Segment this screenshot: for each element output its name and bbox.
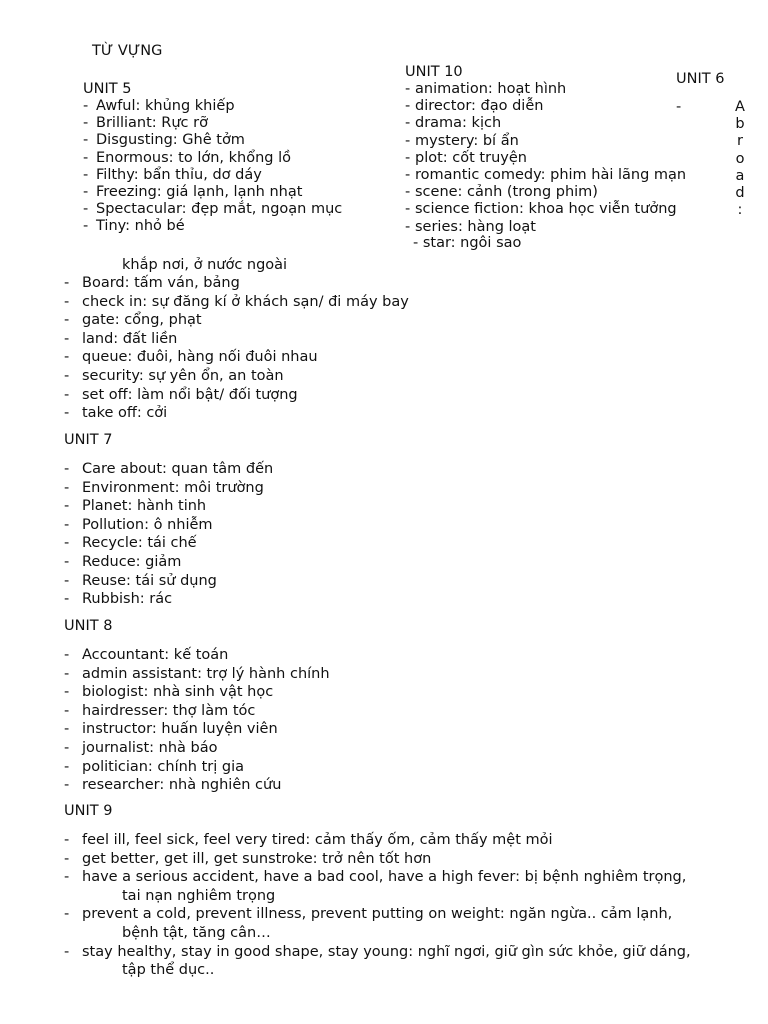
list-dash: - — [64, 777, 70, 794]
list-dash: - — [64, 498, 70, 515]
unit10-heading: UNIT 10 — [405, 64, 463, 80]
list-dash: - — [64, 591, 70, 608]
list-dash: - — [64, 293, 70, 310]
list-dash: - — [64, 535, 70, 552]
vocab-item-text: biologist: nhà sinh vật học — [82, 684, 274, 701]
list-dash: - — [405, 201, 411, 218]
list-dash: - — [83, 149, 89, 166]
vocab-item-text: admin assistant: trợ lý hành chính — [82, 665, 330, 682]
vertical-letter: A — [735, 99, 745, 115]
unit6-continuation: khắp nơi, ở nước ngoài — [122, 257, 288, 273]
vocab-item-text: Pollution: ô nhiễm — [82, 516, 213, 533]
vocab-item-text: feel ill, feel sick, feel very tired: cảm thấy ốm, cảm thấy mệt mỏi — [82, 832, 553, 848]
vertical-letter: : — [737, 202, 743, 219]
vertical-letter: a — [735, 167, 745, 184]
list-dash: - — [83, 115, 89, 132]
vocab-item-text: Filthy: bẩn thỉu, dơ dáy — [96, 166, 262, 183]
unit9-heading: UNIT 9 — [64, 803, 113, 819]
list-dash: - — [64, 516, 70, 533]
vocab-item-text: Board: tấm ván, bảng — [82, 275, 240, 291]
list-dash: - — [405, 115, 411, 132]
list-dash: - — [64, 850, 70, 867]
vocab-item-text: Disgusting: Ghê tởm — [96, 132, 245, 149]
list-dash: - — [64, 739, 70, 756]
vocab-item-text: hairdresser: thợ làm tóc — [82, 702, 256, 719]
vocab-item-text: Enormous: to lớn, khổng lồ — [96, 149, 291, 166]
unit10-extra-item: - star: ngôi sao — [413, 235, 522, 251]
unit8-heading: UNIT 8 — [64, 618, 113, 634]
vocab-item-text: Rubbish: rác — [82, 591, 173, 608]
vocab-item-text: director: đạo diễn — [415, 98, 544, 115]
list-dash: - — [405, 166, 411, 183]
vertical-letter: d — [735, 184, 745, 201]
vocab-item-text: get better, get ill, get sunstroke: trở nên tốt hơn — [82, 850, 432, 867]
list-dash: - — [64, 405, 70, 422]
vocab-item-text: scene: cảnh (trong phim) — [415, 184, 598, 201]
unit6-heading: UNIT 6 — [676, 71, 725, 87]
vocab-item-text: instructor: huấn luyện viên — [82, 721, 278, 738]
list-dash: - — [64, 943, 70, 960]
list-dash: - — [405, 184, 411, 201]
vocab-item-text: politician: chính trị gia — [82, 758, 244, 775]
vocab-item-text: Accountant: kế toán — [82, 647, 229, 663]
vocab-item-text: science fiction: khoa học viễn tưởng — [415, 201, 677, 218]
list-dash: - — [64, 461, 70, 477]
vocab-item-text: prevent a cold, prevent illness, prevent putting on weight: ngăn ngừa.. cảm lạnh, — [82, 906, 673, 923]
list-dash: - — [64, 349, 70, 366]
list-dash: - — [64, 275, 70, 291]
list-dash: - — [405, 81, 411, 97]
vocab-item-text: set off: làm nổi bật/ đối tượng — [82, 386, 298, 403]
vocab-item-text: Reuse: tái sử dụng — [82, 572, 217, 589]
unit6-vertical-word — [733, 99, 747, 219]
list-dash: - — [64, 758, 70, 775]
unit5-heading: UNIT 5 — [83, 81, 132, 97]
vocab-item-continuation-text: bệnh tật, tăng cân… — [122, 924, 271, 941]
list-dash: - — [64, 330, 70, 347]
vocab-item-text: Reduce: giảm — [82, 553, 182, 570]
list-dash: - — [64, 665, 70, 682]
vocab-item-text: gate: cổng, phạt — [82, 312, 202, 329]
list-dash: - — [83, 183, 89, 200]
list-dash: - — [83, 132, 89, 149]
vocab-item-text: mystery: bí ẩn — [415, 132, 519, 149]
list-dash: - — [405, 132, 411, 149]
list-dash: - — [64, 312, 70, 329]
vocab-item-text: Spectacular: đẹp mắt, ngoạn mục — [96, 201, 343, 218]
vocab-item-continuation-text: tập thể dục.. — [122, 962, 215, 979]
list-dash: - — [83, 218, 89, 235]
list-dash: - — [64, 647, 70, 663]
vocab-item-continuation-text: tai nạn nghiêm trọng — [122, 887, 276, 904]
vocab-item-text: romantic comedy: phim hài lãng mạn — [415, 166, 687, 183]
vocab-item-text: series: hàng loạt — [415, 218, 536, 235]
vocab-item-text: queue: đuôi, hàng nối đuôi nhau — [82, 349, 318, 366]
list-dash: - — [83, 166, 89, 183]
list-dash: - — [64, 367, 70, 384]
vocab-item-text: drama: kịch — [415, 115, 502, 132]
vocab-item-text: Tiny: nhỏ bé — [96, 218, 185, 235]
list-dash: - — [64, 721, 70, 738]
list-dash: - — [64, 832, 70, 848]
vocab-item-text: check in: sự đăng kí ở khách sạn/ đi máy bay — [82, 293, 409, 310]
vocab-item-text: researcher: nhà nghiên cứu — [82, 777, 282, 794]
vocab-item-text: Environment: môi trường — [82, 479, 264, 496]
list-dash: - — [83, 201, 89, 218]
list-dash: - — [83, 98, 89, 114]
vocab-item-text: Awful: khủng khiếp — [96, 98, 235, 114]
vocab-item-text: plot: cốt truyện — [415, 149, 527, 166]
vocab-item-text: animation: hoạt hình — [415, 81, 567, 97]
vertical-letter: o — [735, 150, 745, 167]
vocab-item-text: Care about: quan tâm đến — [82, 461, 274, 477]
vocab-item-text: stay healthy, stay in good shape, stay young: nghĩ ngơi, giữ gìn sức khỏe, giữ dáng, — [82, 943, 691, 960]
list-dash: - — [64, 702, 70, 719]
list-dash: - — [405, 149, 411, 166]
unit6-dash: - — [676, 99, 682, 115]
list-dash: - — [64, 684, 70, 701]
list-dash: - — [405, 98, 411, 115]
vertical-letter: b — [735, 116, 745, 133]
page-title: TỪ VỰNG — [92, 43, 163, 59]
vocab-item-text: land: đất liền — [82, 330, 178, 347]
vocab-item-text: Planet: hành tinh — [82, 498, 207, 515]
vocab-item-text: take off: cởi — [82, 405, 168, 422]
list-dash: - — [64, 572, 70, 589]
list-dash: - — [405, 218, 411, 235]
vocab-item-text: Brilliant: Rực rỡ — [96, 115, 208, 132]
list-dash: - — [64, 479, 70, 496]
vocab-item-text: Freezing: giá lạnh, lạnh nhạt — [96, 183, 303, 200]
list-dash: - — [64, 869, 70, 886]
list-dash: - — [64, 553, 70, 570]
vertical-letter: r — [737, 133, 743, 150]
list-dash: - — [64, 906, 70, 923]
vocab-item-text: security: sự yên ổn, an toàn — [82, 367, 284, 384]
vocab-item-text: have a serious accident, have a bad cool, have a high fever: bị bệnh nghiêm trọng, — [82, 869, 687, 886]
unit7-heading: UNIT 7 — [64, 432, 113, 448]
list-dash: - — [64, 386, 70, 403]
vocab-item-text: Recycle: tái chế — [82, 535, 197, 552]
vocab-item-text: journalist: nhà báo — [82, 739, 218, 756]
